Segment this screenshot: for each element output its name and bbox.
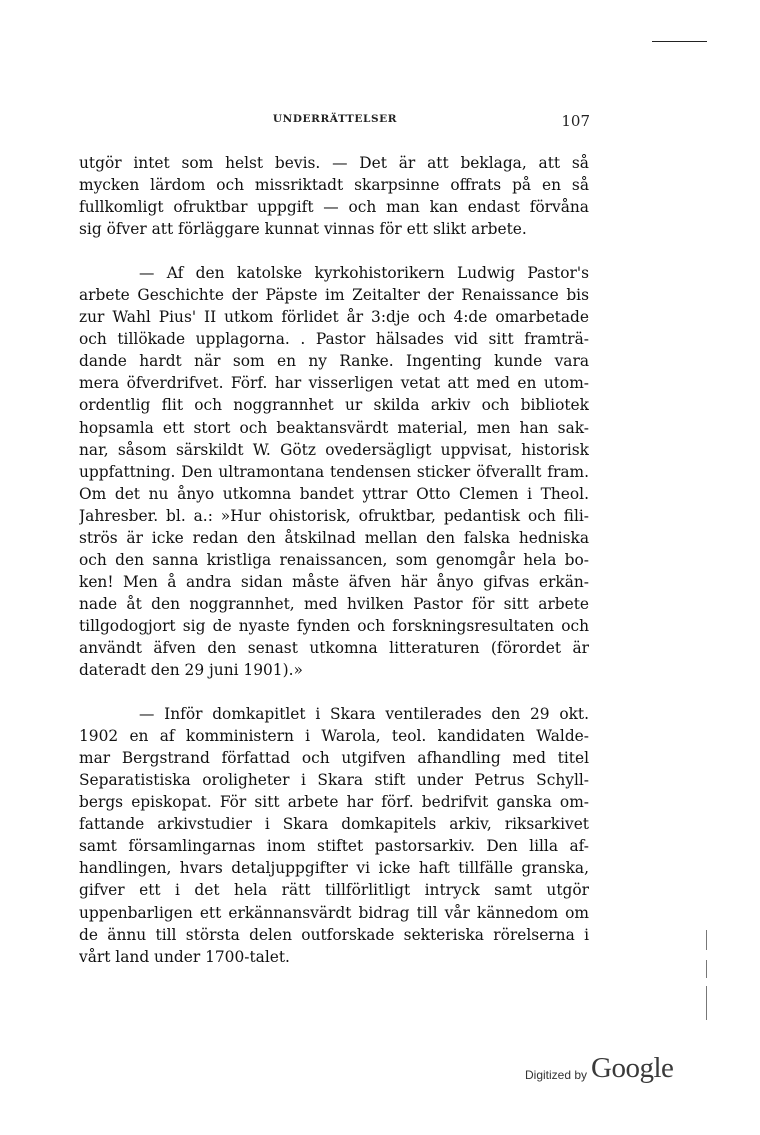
- text-line: bergs episkopat. För sitt arbete har förf. bedrifvit ganska om-: [79, 793, 589, 812]
- text-line: nade åt den noggrannhet, med hvilken Pastor för sitt arbete: [79, 594, 589, 613]
- text-line: arbete Geschichte der Päpste im Zeitalter der Renaissance bis: [79, 286, 589, 305]
- digitized-label: Digitized by: [525, 1068, 588, 1082]
- paragraph: [79, 703, 589, 968]
- text-line: ken! Men å andra sidan måste äfven här ånyo gifvas erkän-: [79, 572, 589, 591]
- text-line: vårt land under 1700-talet.: [79, 947, 290, 966]
- digitized-by-google: [525, 1052, 685, 1092]
- text-line: Om det nu ånyo utkomna bandet yttrar Otto Clemen i Theol.: [79, 484, 589, 503]
- text-line: 1902 en af komministern i Warola, teol. kandidaten Walde-: [79, 727, 589, 746]
- text-line: mycken lärdom och missriktadt skarpsinne offrats på en så: [79, 176, 589, 195]
- paragraph: [79, 152, 589, 240]
- text-line: Separatistiska oroligheter i Skara stift under Petrus Schyll-: [79, 771, 589, 790]
- text-line: dande hardt när som en ny Ranke. Ingenting kunde vara: [79, 352, 589, 371]
- text-line: de ännu till största delen outforskade sekteriska rörelserna i: [79, 925, 589, 944]
- text-line: — Af den katolske kyrkohistorikern Ludwig Pastor's: [139, 264, 589, 283]
- text-line: dateradt den 29 juni 1901).»: [79, 661, 303, 680]
- text-line: handlingen, hvars detaljuppgifter vi icke haft tillfälle granska,: [79, 859, 589, 878]
- text-line: nar, såsom särskildt W. Götz ovedersägligt uppvisat, historisk: [79, 440, 589, 459]
- text-line: fattande arkivstudier i Skara domkapitels arkiv, riksarkivet: [79, 815, 589, 834]
- text-line: och den sanna kristliga renaissancen, som genomgår hela bo-: [79, 550, 589, 569]
- paragraph-gap: [79, 681, 589, 703]
- text-line: sig öfver att förläggare kunnat vinnas för ett slikt arbete.: [79, 220, 527, 239]
- google-logo: Google: [591, 1052, 674, 1084]
- text-line: hopsamla ett stort och beaktansvärdt material, men han sak-: [79, 418, 589, 437]
- running-head: [80, 113, 590, 133]
- text-line: användt äfven den senast utkomna litteraturen (förordet är: [79, 638, 589, 657]
- top-rule: [652, 41, 707, 42]
- text-line: uppfattning. Den ultramontana tendensen sticker öfverallt fram.: [79, 462, 589, 481]
- text-line: Jahresber. bl. a.: »Hur ohistorisk, ofruktbar, pedantisk och fili-: [79, 506, 589, 525]
- text-line: — Inför domkapitlet i Skara ventilerades den 29 okt.: [139, 705, 589, 724]
- text-line: uppenbarligen ett erkännansvärdt bidrag till vår kännedom om: [79, 903, 589, 922]
- running-title: UNDERRÄTTELSER: [272, 113, 398, 125]
- text-line: och tillökade upplagorna. . Pastor hälsades vid sitt framträ-: [79, 330, 589, 349]
- body-text: [79, 152, 589, 968]
- text-line: gifver ett i det hela rätt tillförlitligt intryck samt utgör: [79, 881, 589, 900]
- text-line: mar Bergstrand författad och utgifven afhandling med titel: [79, 749, 589, 768]
- text-line: tillgodogjort sig de nyaste fynden och forskningsresultaten och: [79, 616, 589, 635]
- text-line: ordentlig flit och noggrannhet ur skilda arkiv och bibliotek: [79, 396, 589, 415]
- text-line: samt församlingarnas inom stiftet pastorsarkiv. Den lilla af-: [79, 837, 589, 856]
- page-number: 107: [561, 112, 590, 130]
- margin-marks: [706, 930, 708, 1020]
- text-line: mera öfverdrifvet. Förf. har visserligen vetat att med en utom-: [79, 374, 589, 393]
- paragraph-gap: [79, 240, 589, 262]
- text-line: utgör intet som helst bevis. — Det är att beklaga, att så: [79, 154, 589, 172]
- text-line: strös är icke redan den åtskilnad mellan den falska hedniska: [79, 528, 589, 547]
- text-line: zur Wahl Pius' II utkom förlidet år 3:dje och 4:de omarbetade: [79, 308, 589, 327]
- paragraph: [79, 262, 589, 681]
- text-line: fullkomligt ofruktbar uppgift — och man kan endast förvåna: [79, 198, 589, 217]
